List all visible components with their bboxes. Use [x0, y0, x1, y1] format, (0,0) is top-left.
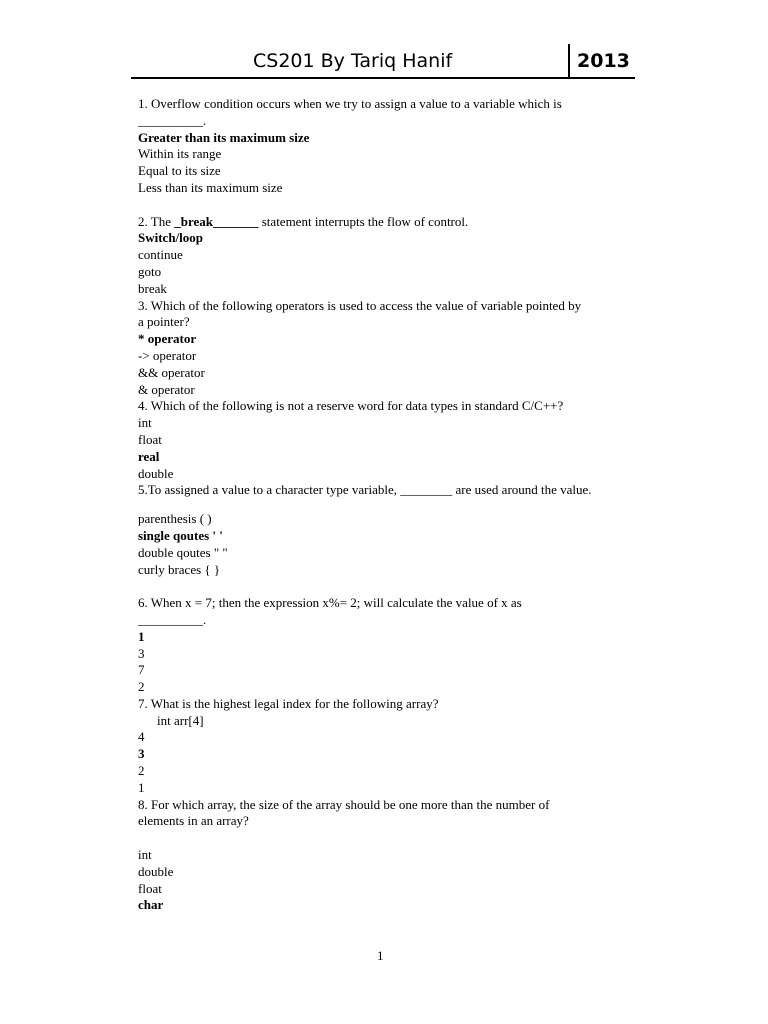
question-5-option-2-correct: single qoutes ' '	[138, 527, 223, 543]
question-8-option-4-correct: char	[138, 897, 164, 913]
question-1-option-2: Within its range	[138, 146, 222, 162]
question-6-option-3: 7	[138, 662, 145, 678]
question-4-option-2: float	[138, 431, 162, 447]
question-3-option-3: && operator	[138, 364, 205, 380]
question-7-option-3: 2	[138, 763, 145, 779]
question-5-option-4: curly braces { }	[138, 561, 221, 577]
question-7-code: int arr[4]	[157, 712, 204, 728]
question-4-text: 4. Which of the following is not a reserve word for data types in standard C/C++?	[138, 398, 564, 414]
question-6-option-2: 3	[138, 645, 145, 661]
question-3-option-1-correct: * operator	[138, 331, 197, 347]
question-3-option-2: -> operator	[138, 347, 197, 363]
question-8-option-3: float	[138, 880, 162, 896]
question-1-text: 1. Overflow condition occurs when we try to assign a value to a variable which is	[138, 96, 562, 111]
header-divider	[568, 44, 570, 78]
question-2-option-1-correct: Switch/loop	[138, 230, 204, 246]
question-8-option-1: int	[138, 847, 152, 863]
question-1-option-1-correct: Greater than its maximum size	[138, 129, 310, 145]
question-8-text-line-2: elements in an array?	[138, 813, 249, 829]
question-2-option-3: goto	[138, 263, 162, 279]
quiz-content	[138, 96, 638, 914]
question-8-option-2: double	[138, 863, 174, 879]
question-7-option-1: 4	[138, 729, 145, 745]
question-5-text: 5.To assigned a value to a character type variable, ________ are used around the value.	[138, 482, 592, 498]
question-4-option-1: int	[138, 415, 152, 431]
question-3-text-line-2: a pointer?	[138, 314, 190, 330]
question-7-option-2-correct: 3	[138, 746, 145, 762]
question-3-option-4: & operator	[138, 381, 195, 397]
question-6-option-1-correct: 1	[138, 628, 145, 644]
question-8-text-line-1: 8. For which array, the size of the array should be one more than the number of	[138, 796, 550, 812]
question-5-option-1: parenthesis ( )	[138, 511, 212, 527]
question-1-option-3: Equal to its size	[138, 163, 221, 179]
header-rule	[131, 77, 635, 79]
question-1-option-4: Less than its maximum size	[138, 179, 283, 195]
document-title: CS201 By Tariq Hanif	[253, 50, 453, 72]
question-2-option-2: continue	[138, 247, 183, 263]
question-4-option-3-correct: real	[138, 448, 160, 464]
question-1-blank: __________.	[138, 112, 207, 128]
question-2-text	[138, 214, 638, 231]
page-number: 1	[377, 948, 384, 963]
question-6-option-4: 2	[138, 679, 145, 695]
question-7-option-4: 1	[138, 779, 145, 795]
question-2-prefix: 2. The	[138, 213, 175, 229]
document-year: 2013	[577, 50, 630, 72]
question-5-option-3: double qoutes " "	[138, 544, 228, 560]
question-2-option-4: break	[138, 280, 167, 296]
question-7-text: 7. What is the highest legal index for the following array?	[138, 695, 439, 711]
question-2-suffix: statement interrupts the flow of control.	[258, 213, 469, 229]
question-4-option-4: double	[138, 465, 174, 481]
question-6-blank: __________.	[138, 611, 207, 627]
question-2-answer-fill: _break_______	[174, 213, 259, 229]
question-6-text: 6. When x = 7; then the expression x%= 2; will calculate the value of x as	[138, 595, 522, 611]
question-3-text-line-1: 3. Which of the following operators is used to access the value of variable pointed by	[138, 297, 582, 313]
